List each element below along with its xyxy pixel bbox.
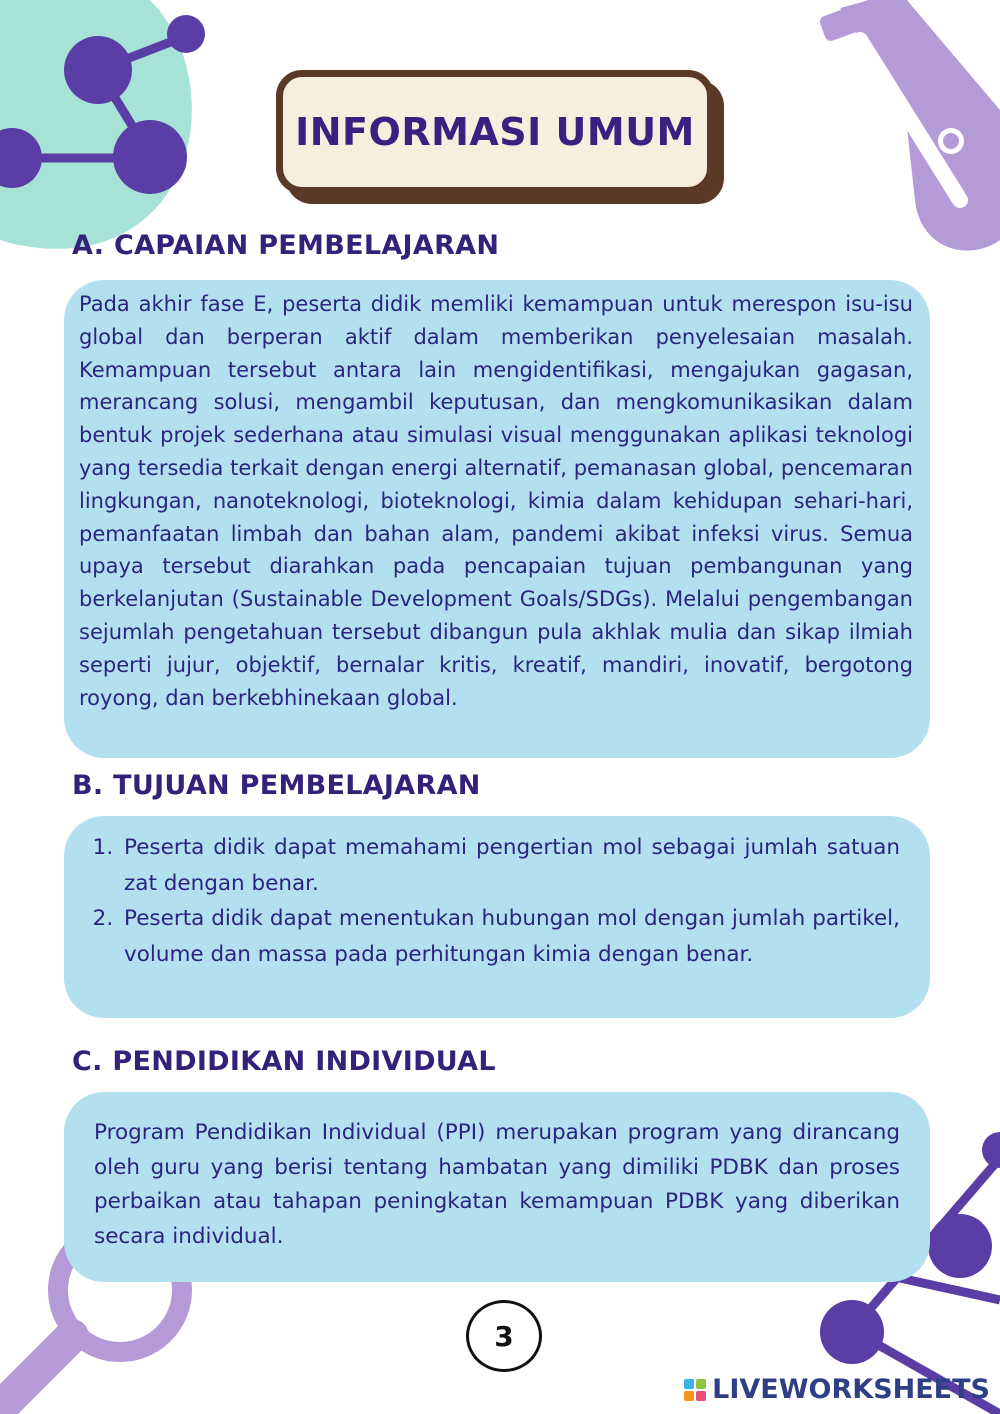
- watermark-text: LIVEWORKSHEETS: [712, 1374, 990, 1405]
- page-number: 3: [466, 1300, 542, 1372]
- learning-goals-list: [94, 830, 900, 972]
- page-title: INFORMASI UMUM: [295, 110, 695, 154]
- section-c-panel: [64, 1092, 930, 1282]
- section-b-panel: [64, 816, 930, 1018]
- section-a-body: Pada akhir fase E, peserta didik memliki kemampuan untuk merespon isu-isu global dan berperan aktif dalam memberikan penyelesaian masalah. Kemampuan tersebut antara lain mengidentifikasi, mengajukan gagasan, merancang solusi, mengambil keputusan, dan mengkomunikasikan dalam bentuk projek sederhana atau simulasi visual menggunakan aplikasi teknologi yang tersedia terkait dengan energi alternatif, pemanasan global, pencemaran lingkungan, nanoteknologi, bioteknologi, kimia dalam kehidupan sehari-hari, pemanfaatan limbah dan bahan alam, pandemi akibat infeksi virus. Semua upaya tersebut diarahkan pada pencapaian tujuan pembangunan yang berkelanjutan (Sustainable Development Goals/SDGs). Melalui pengembangan sejumlah pengetahuan tersebut dibangun pula akhlak mulia dan sikap ilmiah seperti jujur, objektif, bernalar kritis, kreatif, mandiri, inovatif, bergotong royong, dan berkebhinekaan global.: [79, 292, 913, 710]
- list-item: 2. Peserta didik dapat menentukan hubungan mol dengan jumlah partikel, volume dan massa pada perhitungan kimia dengan benar.: [120, 901, 900, 972]
- liveworksheets-watermark: [684, 1374, 990, 1405]
- test-tube-icon: [818, 0, 1000, 251]
- title-banner: [276, 70, 714, 194]
- list-item: 1. Peserta didik dapat memahami pengertian mol sebagai jumlah satuan zat dengan benar.: [120, 830, 900, 901]
- section-a-heading: A. CAPAIAN PEMBELAJARAN: [72, 230, 500, 261]
- section-a-panel: [64, 280, 930, 758]
- section-c-heading: C. PENDIDIKAN INDIVIDUAL: [72, 1046, 496, 1077]
- liveworksheets-logo-icon: [684, 1379, 706, 1401]
- section-b-heading: B. TUJUAN PEMBELAJARAN: [72, 770, 481, 801]
- section-c-body: Program Pendidikan Individual (PPI) merupakan program yang dirancang oleh guru yang berisi tentang hambatan yang dimiliki PDBK dan proses perbaikan atau tahapan peningkatan kemampuan PDBK yang diberikan secara individual.: [94, 1120, 900, 1249]
